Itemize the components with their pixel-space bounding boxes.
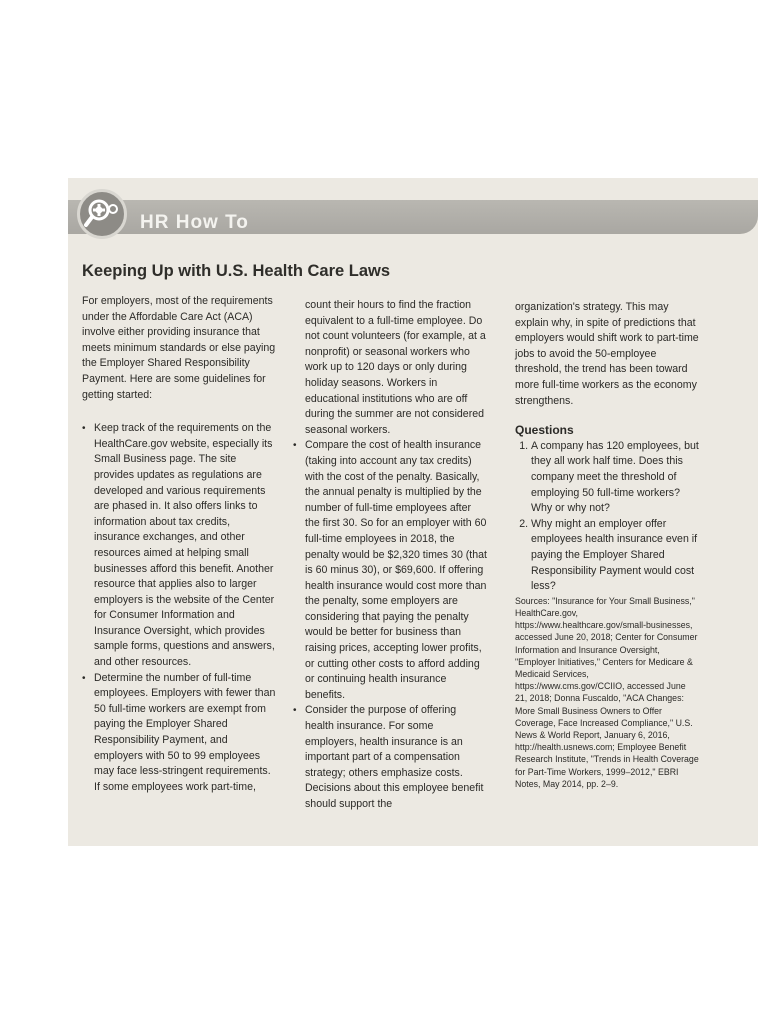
- column-3: [515, 300, 700, 790]
- questions-heading: Questions: [515, 423, 574, 438]
- column-2: [305, 298, 487, 813]
- questions-list: [515, 439, 700, 595]
- guidelines-list-continued: [305, 438, 487, 812]
- intro-paragraph: For employers, most of the requirements under the Affordable Care Act (ACA) involve either providing insurance that meets minimum standards or else paying the Employer Shared Responsibility Payment. Here are some guidelines for getting started:: [82, 295, 276, 401]
- list-item-continuation: organization's strategy. This may explain why, in spite of predictions that employers would shift work to part-time jobs to avoid the 50-employee threshold, the trend has been toward more full-time workers as the economy strengthens.: [515, 301, 699, 407]
- banner-title: HR How To: [140, 212, 249, 233]
- list-item: • Determine the number of full-time employees. Employers with fewer than 50 full-time workers are exempt from paying the Employer Shared Responsibility Payment, and employers with 50 to 99 employees may face less-stringent requirements. If some employees work part-time,: [94, 671, 277, 796]
- list-item: • Compare the cost of health insurance (taking into account any tax credits) with the cost of the penalty. Basically, the annual penalty is multiplied by the number of full-time employees after the first 30. So for an employer with 60 full-time employees in 2018, the penalty would be $2,320 times 30 (that is 60 minus 30), or $69,600. If offering health insurance would cost more than the penalty, some employers are considering that paying the penalty would be better for business than raising prices, accepting lower profits, or cutting other costs to afford adding or continuing health insurance benefits.: [305, 438, 487, 703]
- list-item: • Consider the purpose of offering health insurance. For some employers, health insurance is an important part of a compensation strategy; others emphasize costs. Decisions about this employee benefit should support the: [305, 703, 487, 812]
- list-item: • Keep track of the requirements on the HealthCare.gov website, especially its Small Business page. The site provides updates as regulations are developed and various requirements are phased in. It also offers links to information about tax credits, insurance exchanges, and other resources aimed at helping small businesses afford this benefit. Another resource that applies also to larger employers is the website of the Center for Consumer Information and Insurance Oversight, which provides sample forms, questions and answers, and other resources.: [94, 421, 277, 671]
- question-item: 1. A company has 120 employees, but they all work half time. Does this company meet the threshold of employing 50 full-time workers? Why or why not?: [531, 439, 700, 517]
- sources-note: Sources: "Insurance for Your Small Business," HealthCare.gov, https://www.healthcare.gov/small-businesses, accessed June 20, 2018; Center for Consumer Information and Insurance Oversight, "Employer Initiatives," Centers for Medicare & Medicaid Services, https://www.cms.gov/CCIIO, accessed June 21, 2018; Donna Fuscaldo, "ACA Changes: More Small Business Owners to Offer Coverage, Face Increased Compliance," U.S. News & World Report, January 6, 2016, http://health.usnews.com; Employee Benefit Research Institute, "Trends in Health Coverage for Part-Time Workers, 1999–2012," EBRI Notes, May 2014, pp. 2–9.: [515, 595, 699, 789]
- column-1: [82, 294, 277, 795]
- magnifier-gear-icon: [77, 189, 127, 239]
- list-item-continuation: count their hours to find the fraction equivalent to a full-time employee. Do not count volunteers (for example, at a nonprofit) or seasonal workers who work up to 120 days or only during holiday seasons. Workers in educational institutions who are off during the summer are not considered seasonal workers.: [305, 299, 486, 436]
- guidelines-list: [94, 421, 277, 795]
- article-headline: Keeping Up with U.S. Health Care Laws: [82, 262, 391, 280]
- question-item: 2. Why might an employer offer employees health insurance even if paying the Employer Shared Responsibility Payment would cost less?: [531, 517, 700, 595]
